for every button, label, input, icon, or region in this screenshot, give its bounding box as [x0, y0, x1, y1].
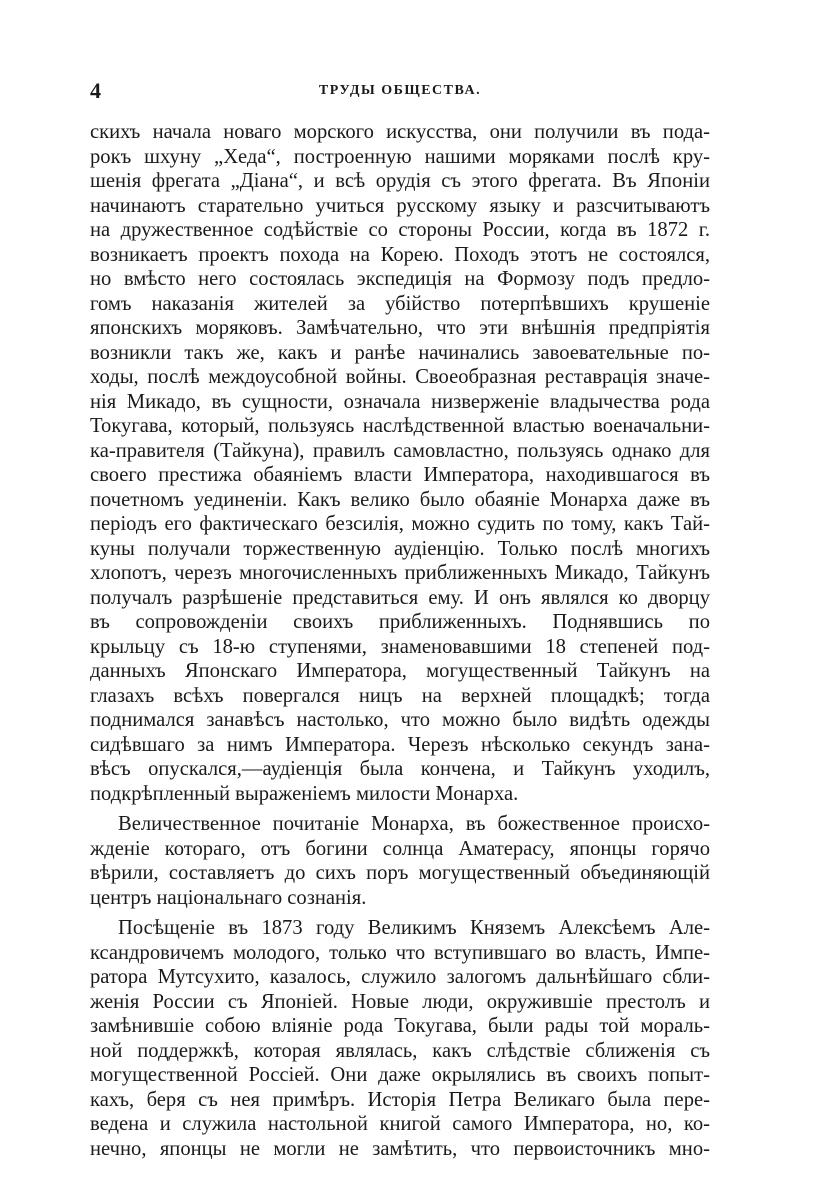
text-line: хлопотъ, черезъ многочисленныхъ приближенныхъ Микадо, Тайкунъ — [90, 562, 710, 584]
paragraph-3 — [90, 916, 710, 1161]
text-line: вѣрили, составляетъ до сихъ поръ могущественный объединяющій — [90, 862, 710, 884]
text-line: но вмѣсто него состоялась экспедиція на Формозу подъ предло- — [90, 268, 710, 290]
body-text — [90, 120, 710, 1161]
text-line: глазахъ всѣхъ повергался ницъ на верхней площадкѣ; тогда — [90, 684, 710, 707]
text-line: скихъ начала новаго морского искусства, они получили въ пода- — [90, 121, 710, 143]
text-line: могущественной Россіей. Они даже окрылялись въ своихъ попыт- — [90, 1064, 710, 1086]
text-line: въ сопровожденіи своихъ приближенныхъ. Поднявшись по — [90, 611, 710, 633]
text-line: ной поддержкѣ, которая являлась, какъ слѣдствіе сближенія съ — [90, 1039, 710, 1062]
text-line: на дружественное содѣйствіе со стороны России, когда въ 1872 г. — [90, 219, 710, 241]
text-line: вѣсъ опускался,—аудіенція была кончена, и Тайкунъ уходилъ, — [90, 758, 710, 780]
text-line: возникаетъ проектъ похода на Корею. Походъ этотъ не состоялся, — [90, 243, 710, 266]
text-line: Величественное почитаніе Монарха, въ божественное происхо- — [118, 813, 710, 835]
text-line: нія Микадо, въ сущности, означала низверженіе владычества рода — [90, 390, 710, 413]
text-line: Посѣщеніе въ 1873 году Великимъ Княземъ Алексѣемъ Але- — [118, 917, 710, 939]
paragraph-1 — [90, 120, 710, 806]
text-line: начинаютъ старательно учиться русскому языку и разсчитываютъ — [90, 194, 710, 217]
page-header — [90, 78, 710, 108]
text-line: рокъ шхуну „Хеда“, построенную нашими моряками послѣ кру- — [90, 145, 710, 168]
running-title: ТРУДЫ ОБЩЕСТВА. — [318, 83, 482, 98]
text-line: Токугава, который, пользуясь наслѣдственной властью военачальни- — [90, 415, 710, 437]
text-line: періодъ его фактическаго безсилія, можно судить по тому, какъ Тай- — [90, 513, 710, 535]
paragraph-2 — [90, 812, 710, 910]
text-line: ведена и служила настольной книгой самого Императора, но, ко- — [90, 1113, 710, 1135]
text-line: подкрѣпленный выраженіемъ милости Монарха. — [90, 782, 519, 805]
text-line: женія России съ Японіей. Новые люди, окружившіе престолъ и — [90, 990, 710, 1013]
text-line: поднимался занавѣсъ настолько, что можно было видѣть одежды — [90, 709, 710, 731]
text-line: жденіе котораго, отъ богини солнца Аматерасу, японцы горячо — [90, 837, 710, 860]
text-line: замѣнившіе собою вліяніе рода Токугава, были рады той мораль- — [90, 1015, 710, 1037]
text-line: своего престижа обаяніемъ власти Императора, находившагося въ — [90, 464, 710, 486]
text-line: японскихъ моряковъ. Замѣчательно, что эти внѣшнія предпріятія — [90, 317, 710, 339]
text-line: куны получали торжественную аудіенцію. Только послѣ многихъ — [90, 537, 710, 560]
text-line: получалъ разрѣшеніе представиться ему. И онъ являлся ко дворцу — [90, 586, 710, 609]
text-line: возникли такъ же, какъ и ранѣе начинались завоевательные по- — [90, 341, 710, 364]
text-line: ходы, послѣ междоусобной войны. Своеобразная реставрація значе- — [90, 366, 710, 388]
text-line: крыльцу съ 18-ю ступенями, знаменовавшими 18 степеней под- — [90, 635, 710, 658]
text-line: шенія фрегата „Діана“, и всѣ орудія съ этого фрегата. Въ Японіи — [90, 170, 710, 192]
text-line: ка-правителя (Тайкуна), правилъ самовластно, пользуясь однако для — [90, 439, 710, 462]
text-line: ратора Мутсухито, казалось, служило залогомъ дальнѣйшаго сбли- — [90, 966, 710, 988]
text-line: нечно, японцы не могли не замѣтить, что первоисточникъ мно- — [90, 1137, 710, 1160]
text-line: почетномъ уединеніи. Какъ велико было обаяніе Монарха даже въ — [90, 488, 710, 511]
text-line: центръ національнаго сознанія. — [90, 886, 367, 909]
text-line: ксандровичемъ молодого, только что вступившаго во власть, Импе- — [90, 941, 710, 964]
text-line: сидѣвшаго за нимъ Императора. Черезъ нѣсколько секундъ зана- — [90, 733, 710, 756]
page-number: 4 — [90, 78, 101, 103]
text-line: кахъ, беря съ нея примѣръ. Исторія Петра Великаго была пере- — [90, 1088, 710, 1111]
text-line: данныхъ Японскаго Императора, могущественный Тайкунъ на — [90, 660, 710, 682]
text-line: гомъ наказанія жителей за убійство потерпѣвшихъ крушеніе — [90, 292, 710, 315]
